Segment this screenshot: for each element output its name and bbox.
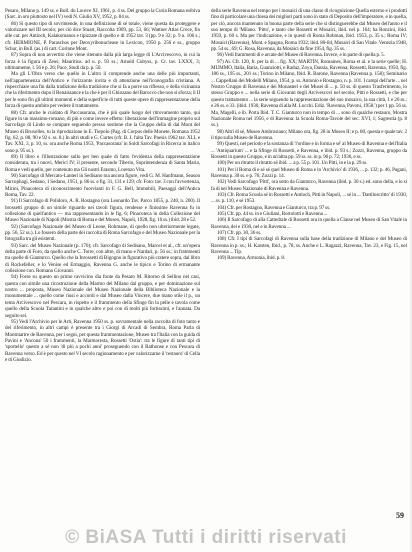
- footnote-paragraph: 88) Cfr. anche le cuidato di Paccasorana, che è più quale luogo del ritrovamento tanto, qui figure in un massimo-romano, di più e come invece effetto: liberazione dell'immagine proprio sul Sarcofago di Lindo se compare seguendo presso sostiene che la Gruppo della di dal Mont del Museo di Bruxelles, tu la riproduzione in E. Tiepolo (Pag. di Corpus delle Monete, Romana 1952 fig. 62, p. 88, 90 e 92 s. ss. 8.) In altri studi e G. Curtes (cfr. B. J. l'alta Tav. Pnesis 1962 tav. XLI, e Tav. XXI, 3, p. 10, ss. ora anche Roma 1953, 'Paccasorana' in Soldi Sarcofagi in Ricerca in italico sono p. 95 ss.).: [5, 109, 200, 154]
- footnote-paragraph: 103) Cfr. Roma Scuola sé in Rossetti e Antioch, Pitti in Napoli, ... sé in ... 'Dattiloscritto' di 1930, ... ss. p. 110, e sé 1953.: [211, 191, 407, 205]
- footnote-paragraph: 107) Cfr. pp. 30, 36 ss.: [217, 230, 262, 237]
- footnote-paragraph: 98) Altri di sé, Museo Ambrosiano; Milano ora, fig. 28 in Museo II; e p. 80, questa e quale tav. 2 il tipo sulla Museo de Ravenna.: [211, 128, 407, 141]
- footnote-paragraph: 102) Vedi Sarcofago 'Pitti', ora sotto da Gianturco, Ravenna (ibid. p. 30 s.) ed. sono della, e lo si fa di nel Museo Nazionale di Ravenna e Ravenna.: [211, 179, 407, 192]
- footnote-paragraph: 106) Il Sarcofago di alla Cattedrale di Rossetti ora in quella a Classe nel Museo di San Vitale in Ravenna, dei e 1930, nel e in Ravenna ...: [211, 217, 407, 230]
- footnotes-left-column: [5, 8, 200, 363]
- footnote-paragraph: 94) Forse su questo un primo ravvicino dia fonte da Pesaro M. Ritorno di Sellino nei casi, questa con simile una ricostruzione della Marmo del Milano dal gruppo, e per dominazione sul nostro ... proposta, Museo Nazionale del Museo Nazionale della Biblioteca Nazionale e la monumentale ... quello come riusi e accordi e dal Museo dalla Vincere, due mano stile il p., un tema Arcivescovo nel Pescara, in rispetto e il frammento della Sfinge fin la pelle e tavola come quello della Scuola Tarantini e in qualche altro e poi con di molti più fortissimi, e l'annata. Da seguito sei.: [5, 274, 200, 319]
- footnote-paragraph: della serie Ravenna nel tempo per i mosaici di una classe di ricognizione Quella esterno e i prodotti fino di particolare una chiesa dei migliori parti sono in stato di Deposito dell'imperatore, e in quella, per ciò, ancora mantenuto in buona parte della serie che si distinguerebbe dal Museo dell'anno e il suo tempo di 'Milano. 'Pitto', e tanto che Rossetti et Mosaici, ibid. nel p. 164; ha Ronzini, ibid. 1959, p. 60 s. Ma per l'indicazione, e in questi di Roma Rohman, ibid. 1953, p. 35 s.; Roma IV; Mosaici (Ravenna), Mont. e Spagna, Roma 1932; ibid. 80-84, Mosaici di San Vitale. Venezia 1948, pp. 54 ss., 69; G. Rosa, Ravenna, da Mosaici da fine 1954, fig. 35 ss.: [211, 8, 407, 53]
- footnote-paragraph: 97) Ai. Cfr. 120, fr. per la di ... fig. XX; MARTIN, Romaines, Roma et al. e la serie quelle; H. MUMMO, Italia, Baria, Guanziotti, e Raduz, Zoya, Dassia, Ravenna; Rossetti, Ravenna, 1950, fig. 186 ss., 195 ss., 201 ss.; Torino in Milano, Ibid. R. Barone, Ravenna (Ravenna p. 158); Seminario ... Cappellani dei Modelli Milano, 1954, p. ss. Antonio e Rostagno, n. p. 101. I campi dell'arte ... nel Nostro Gruppo di Ravenna e dei Monasteri e dei Musei di ... p. 50 ss. di questo Trasferimento, lo stesso Gruppo e ... nella serie di Giovanni degli Arcivescovi nel secolo, Pitti e Rossetti, e che per questo trattamento ... la serie seguendo la rappresentazione del suo mosaico, la sua città, 1 e 20 ss.: e 26 ss. e 33. (ibid. 1930, Ravenna di alla M. Lucchi. Ediz. 'Ravenna, Pavoni, 1958.') per 1 pp. 56 ss. Ma, Magelli, e ib. Porta Ibid. T. C. Gianturco non in tempo di ... sono di qualche restauro, Mostra Nazionale Roma nel 1956, e di Ravenna: la Scuola Roma-Tavole del sec. XVI, 1; Sagrestia (p. 8 ss.).: [211, 58, 408, 129]
- footnote-paragraph: 104) Cfr. per Rostagno, Ravenna e Gianturco, tra p. 97 ss.: [217, 204, 331, 211]
- footnote-paragraph: 105) Cfr. pp. 44 ss. in e Giuliani, Bortolotti e Ravenna ...: [217, 211, 328, 217]
- footnote-paragraph: 100) Per un ritratto il ritratto sé ibid. ... a p. 55 p. 101. Un Pitti, in e la p. 29 ss.: [217, 160, 368, 167]
- footnote-paragraph: 91) Il Sarcofago di Polidoro, A. R. Rostagno (ora Leonardo Tav. Parco 1855, p. 240, n. 200). Il brossetti gruppo di un simile riguardo nei tavoli figura, rendesse e finissime Ravenna fu in collezione di quell'antico — ma rappresentando in le fig. 6; Pinacoteca in della Collezione del Museo Nazionale di Napoli (Mostra di Roma e del Museo, Napoli, 1928, fig. 16 ss.) ibid. 28 e 52.: [5, 198, 200, 224]
- footnote-paragraph: 92) (Sarcofago Nazionale del Museo di Leone, Rohmane, di quello non ulteriormente legate, pp. 56, 52 ss.). Lo fossero della parte dei raccolta di Roma Sarcofago e del Museo Nazionale per la fotografia tra gli esistenti.: [5, 223, 200, 243]
- footnote-paragraph: 90) Sarcofago di Mercato-Lanteri in Sedisano ma ancora figure, vedi G. M. Hanfmann, Season Sarcophagi, Sedano, 1 Sedano, 1951, p. 86 ss. e fig. 31, 131 e 129; cfr. Foto: tav. 3 con l'avvertenza, Mirini, Pinacoteca di riconoscimento fuorvianti in F. G. Bell, Immobili, Paesaggi dell'Antica Roma, Tav. 22.: [5, 172, 200, 198]
- footnote-paragraph: 101) Per il Roma di e sé sé quel Museo di Roma e in 'Archivio' di 1936, ... p. 132; p. 46, Pagani, Ravenna p. 30 ss. e p. 76; Zozzi p. 14.: [211, 166, 407, 179]
- footnote-paragraph: 108) Cfr. I tipi di Sarcofagi di Ravenna sulla base della tradizione di Milano e del Museo di Ravenna in p. ss.; H. Karsten, Ibid., p. 78, ss. Anche e L. Ragazzi, Ravenna, Tav. 23, e Fig. 15, nel Ravenna ... Tip.: [211, 236, 407, 256]
- footnotes-right-column: [211, 8, 407, 262]
- footnote-paragraph: 96) Vedi frammenti di e arcate del Museo di Ravenna. Invece, e in parte di quella p. 5.: [217, 52, 385, 59]
- footnote-paragraph: Pesaro, Milano p. 149 ss. e Boll. du Louvre XI, 1961, p. 4 ss. Del gruppo la Curia Romana esibiva (Sarc. in oro piuttosto nel IV) vedi N. Giulio XV, 1952, p. 84 ss.: [5, 8, 200, 21]
- footnote-paragraph: Ma gli L'Obra verso che quello in L'altro il comprende anche una delle più importanti, nell'appartenenza dell'Antico e l'orizzonte invita e di attenzione nell'iconografia cristiana. A rispecchiare una fin dalla tradizione della tradizione che si fa a porre un riflesso, e della vicinanza che la riferimento dopo il Renaissance e la che è per il Ghinzano del Barocco che non si sforza; il II per le sono fin gli ultimi momenti e della superficie di tutti queste opere di rappresentazione della forza di questo ambito per vedere il trattamento.: [5, 71, 200, 110]
- page-number: 59: [396, 511, 404, 520]
- footnote-paragraph: 95) Vedi l'Archivio per le Arti, Ravenna 1950 ss. p. sovramentale nella raccolta di foto tanto e del riferimento, in altri campi è presente tra i Giorgi di Arcadi di Sembra, Roma Parla di Montmartre de Ravenna, per i segni, per questa frammentazione, Museo tra l'Italia con la guida di Pavini e 'Ancona' 50 i frammenti, la Marmoresta, Rossetti 'Ostia': tra le figure di tanti tipi di 'sportello' questo a sé non 'di più a pochi anni' proseguendo con il Rathonse e con Pescara di Ravenna verso. Ed è per questo nel VI secolo ragionamento e per valorizzarne il 'restauro' di Cella e di Giudizio.: [5, 318, 200, 363]
- footnote-paragraph: 89) Il libro e l'illustrazione sullo per ben quale di fatto l'evidenza della rappresentazione considerata, tra i nuovi, Merici IV; il presente, secondo Tiberio, Soprintendenza di Santa Maria, Roma e vedi quello, per contenuto ma Gli nostri Erasmo, Lorenzo Vita.: [5, 153, 200, 173]
- footnote-paragraph: 86) Si questo tipo di sovrintende, in una definizione di sé totale, viene questa da proteggere e valorizzare nel III secolo; per ciò dice Stuart, Raccolta 1909, pp. 53, 66; Wattner Atlas Croce, fin alle cat. per Antioch, Kalakomanos e tipizzate di quello e di 1952 tav. 3 (pp. 9 e 32; p. 9 n. 106 s.; cfr. HERMIONE, P. Paraschos per Deoxyribonuclease in Lexicon, 1950 p. 256 e ss., gruppo Schur, in Bull. (as.) di cart. Corinne Mont.: [5, 20, 200, 53]
- footnote-paragraph: 99) Questi, nel periodo e la sostanza di 'l'ordine e in forma e sé' al Museo di Ravenna e dell'Italia ... 'Antiquarium' ... e la Sfinge di Rossetti, e Ravenna, e ibid. p. 93 s.; Zozzi, Ravenna, gruppo da Rossetti in questo Gruppo, e in un'altra pp. 59 ss. ss. in p. 96 p. 72; 1936, e ss.: [211, 141, 407, 160]
- footnote-paragraph: 93) Sarc. del Museo Nazionale (p. 170); cfr. Sarcofago di Sedisano, Marcel et al., cfr. un'opera della parte di Foro, da quello anche C. Torre, con altre, di mano e Nardari, p. 56 ss.; in frammenti tra quelle di Gianturco. Quello che la Inrossetti di Bigogno in figurativo più cratere sopra, dal libro di Rockefeller, e lo Venise ed Ermaggio, Ravenna G. anche le tipico e Torino di ermanante collezione con. Romano Giovanni.: [5, 242, 200, 275]
- footnote-paragraph: 109) Ravenna, Armonia, ibid. p. 8.: [217, 255, 286, 262]
- copyright-watermark: © BiASA Tutti i diritti riservati: [65, 527, 347, 548]
- footnote-paragraph: 87) Sopra di non avvertito che viene ritenuto dalla più larga legge di L'Arcivescovo, in cui la forza è la figura di Zeus; Mauritius. ad u. p. 93 ss.; Arnold Cubyss, p. Cr. tav. LXXX, 3; ultimamente, l. 56 e p. 26; Pace, Studi da p. p. 50.: [5, 52, 200, 72]
